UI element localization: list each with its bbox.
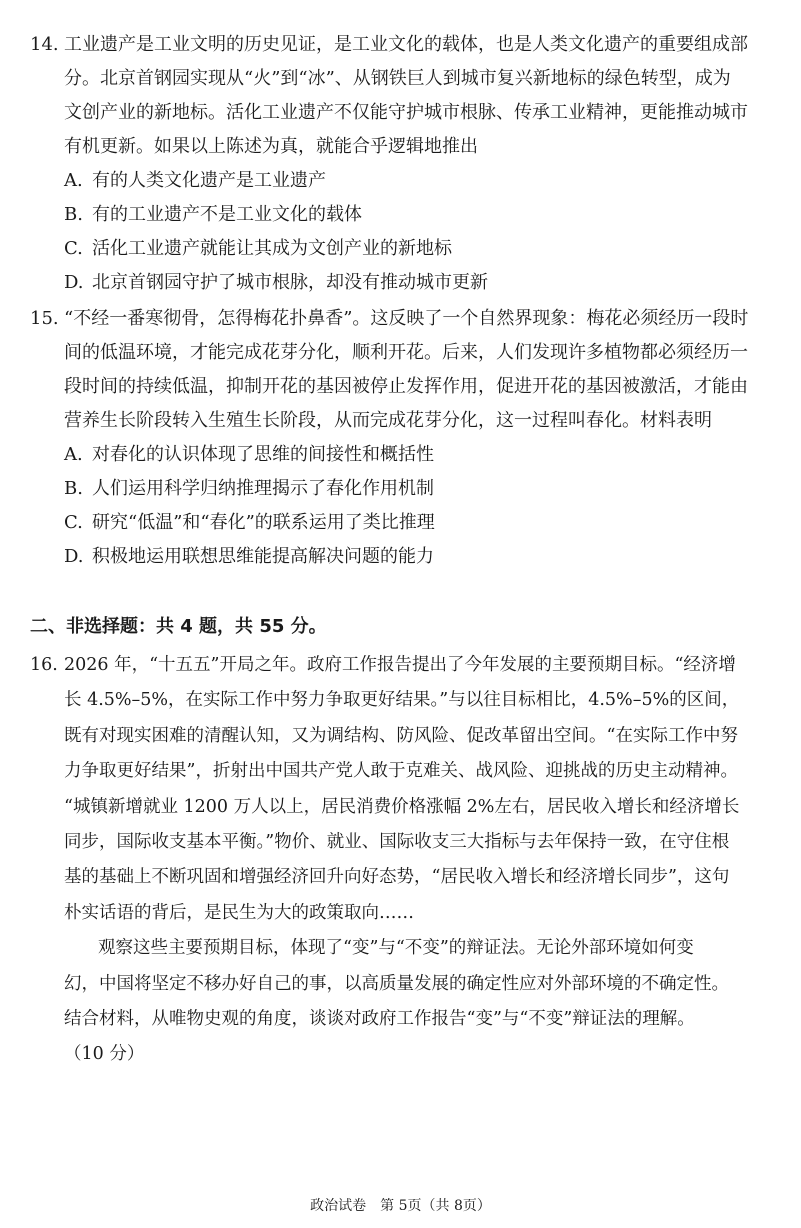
question-text: “不经一番寒彻骨，怎得梅花扑鼻香”。这反映了一个自然界现象：梅花必须经历一段时 [64,308,749,329]
score-note: （10 分） [64,1044,145,1065]
question-line: 段时间的持续低温，抑制开花的基因被停止发挥作用，促进开花的基因被激活，才能由 [64,376,748,397]
option-d [64,266,778,300]
question-number: 14. [30,34,59,55]
question-first-line [30,302,778,336]
option-text: 活化工业遗产就能让其成为文创产业的新地标 [92,238,452,259]
option-c [64,232,778,266]
question-14 [30,28,778,300]
option-text: 人们运用科学归纳推理揭示了春化作用机制 [92,478,434,499]
option-b [64,472,778,506]
option-letter: B. [64,478,83,499]
section-heading: 二、非选择题：共 4 题，共 55 分。 [30,616,327,637]
question-line: 幻，中国将坚定不移办好自己的事，以高质量发展的确定性应对外部环境的不确定性。 [64,973,729,994]
question-line: 朴实话语的背后，是民生为大的政策取向…… [64,902,414,923]
question-line: 间的低温环境，才能完成花芽分化，顺利开花。后来，人们发现许多植物都必须经历一 [64,342,748,363]
option-d [64,540,778,574]
option-a [64,164,778,198]
question-line: 有机更新。如果以上陈述为真，就能合乎逻辑地推出 [64,136,478,157]
option-text: 北京首钢园守护了城市根脉，却没有推动城市更新 [92,272,488,293]
option-c [64,506,778,540]
question-body [30,336,778,438]
question-line: “城镇新增就业 1200 万人以上，居民消费价格涨幅 2%左右，居民收入增长和经济增长 [64,796,740,817]
question-line: 既有对现实困难的清醒认知，又为调结构、防风险、促改革留出空间。“在实际工作中努 [64,725,738,746]
option-letter: C. [64,512,83,533]
option-text: 积极地运用联想思维能提高解决问题的能力 [92,546,434,567]
question-line: 文创产业的新地标。活化工业遗产不仅能守护城市根脉、传承工业精神，更能推动城市 [64,102,748,123]
question-number: 16. [30,655,58,675]
option-letter: B. [64,204,83,225]
question-line: 同步，国际收支基本平衡。”物价、就业、国际收支三大指标与去年保持一致，在守住根 [64,832,730,853]
question-body [30,62,778,164]
question-body [30,683,778,1072]
paragraph-first-line: 观察这些主要预期目标，体现了“变”与“不变”的辩证法。无论外部环境如何变 [98,938,694,959]
question-16 [30,648,778,1073]
option-list [30,164,778,300]
option-text: 有的人类文化遗产是工业遗产 [92,170,326,191]
question-text: 2026 年，“十五五”开局之年。政府工作报告提出了今年发展的主要预期目标。“经济增 [64,655,736,675]
option-letter: D. [64,546,84,567]
option-a [64,438,778,472]
page-footer: 政治试卷 第 5页（共 8页） [310,1198,491,1214]
question-line: 长 4.5%–5%，在实际工作中努力争取更好结果。”与以往目标相比，4.5%–5%的区间， [64,690,740,711]
question-first-line [30,28,778,62]
option-letter: A. [64,444,83,465]
option-text: 研究“低温”和“春化”的联系运用了类比推理 [92,512,435,533]
option-letter: C. [64,238,83,259]
question-text: 工业遗产是工业文明的历史见证，是工业文化的载体，也是人类文化遗产的重要组成部 [64,34,748,55]
option-b [64,198,778,232]
option-text: 对春化的认识体现了思维的间接性和概括性 [92,444,434,465]
question-number: 15. [30,308,59,329]
option-text: 有的工业遗产不是工业文化的载体 [92,204,362,225]
option-letter: D. [64,272,84,293]
option-list [30,438,778,574]
option-letter: A. [64,170,83,191]
question-line: 力争取更好结果”，折射出中国共产党人敢于克难关、战风险、迎挑战的历史主动精神。 [64,761,738,782]
question-line: 结合材料，从唯物史观的角度，谈谈对政府工作报告“变”与“不变”辩证法的理解。 [64,1009,695,1030]
question-first-line [30,648,778,683]
question-line: 营养生长阶段转入生殖生长阶段，从而完成花芽分化，这一过程叫春化。材料表明 [64,410,712,431]
question-15 [30,302,778,574]
question-line: 分。北京首钢园实现从“火”到“冰”、从钢铁巨人到城市复兴新地标的绿色转型，成为 [64,68,731,89]
question-line: 基的基础上不断巩固和增强经济回升向好态势，“居民收入增长和经济增长同步”，这句 [64,867,730,888]
